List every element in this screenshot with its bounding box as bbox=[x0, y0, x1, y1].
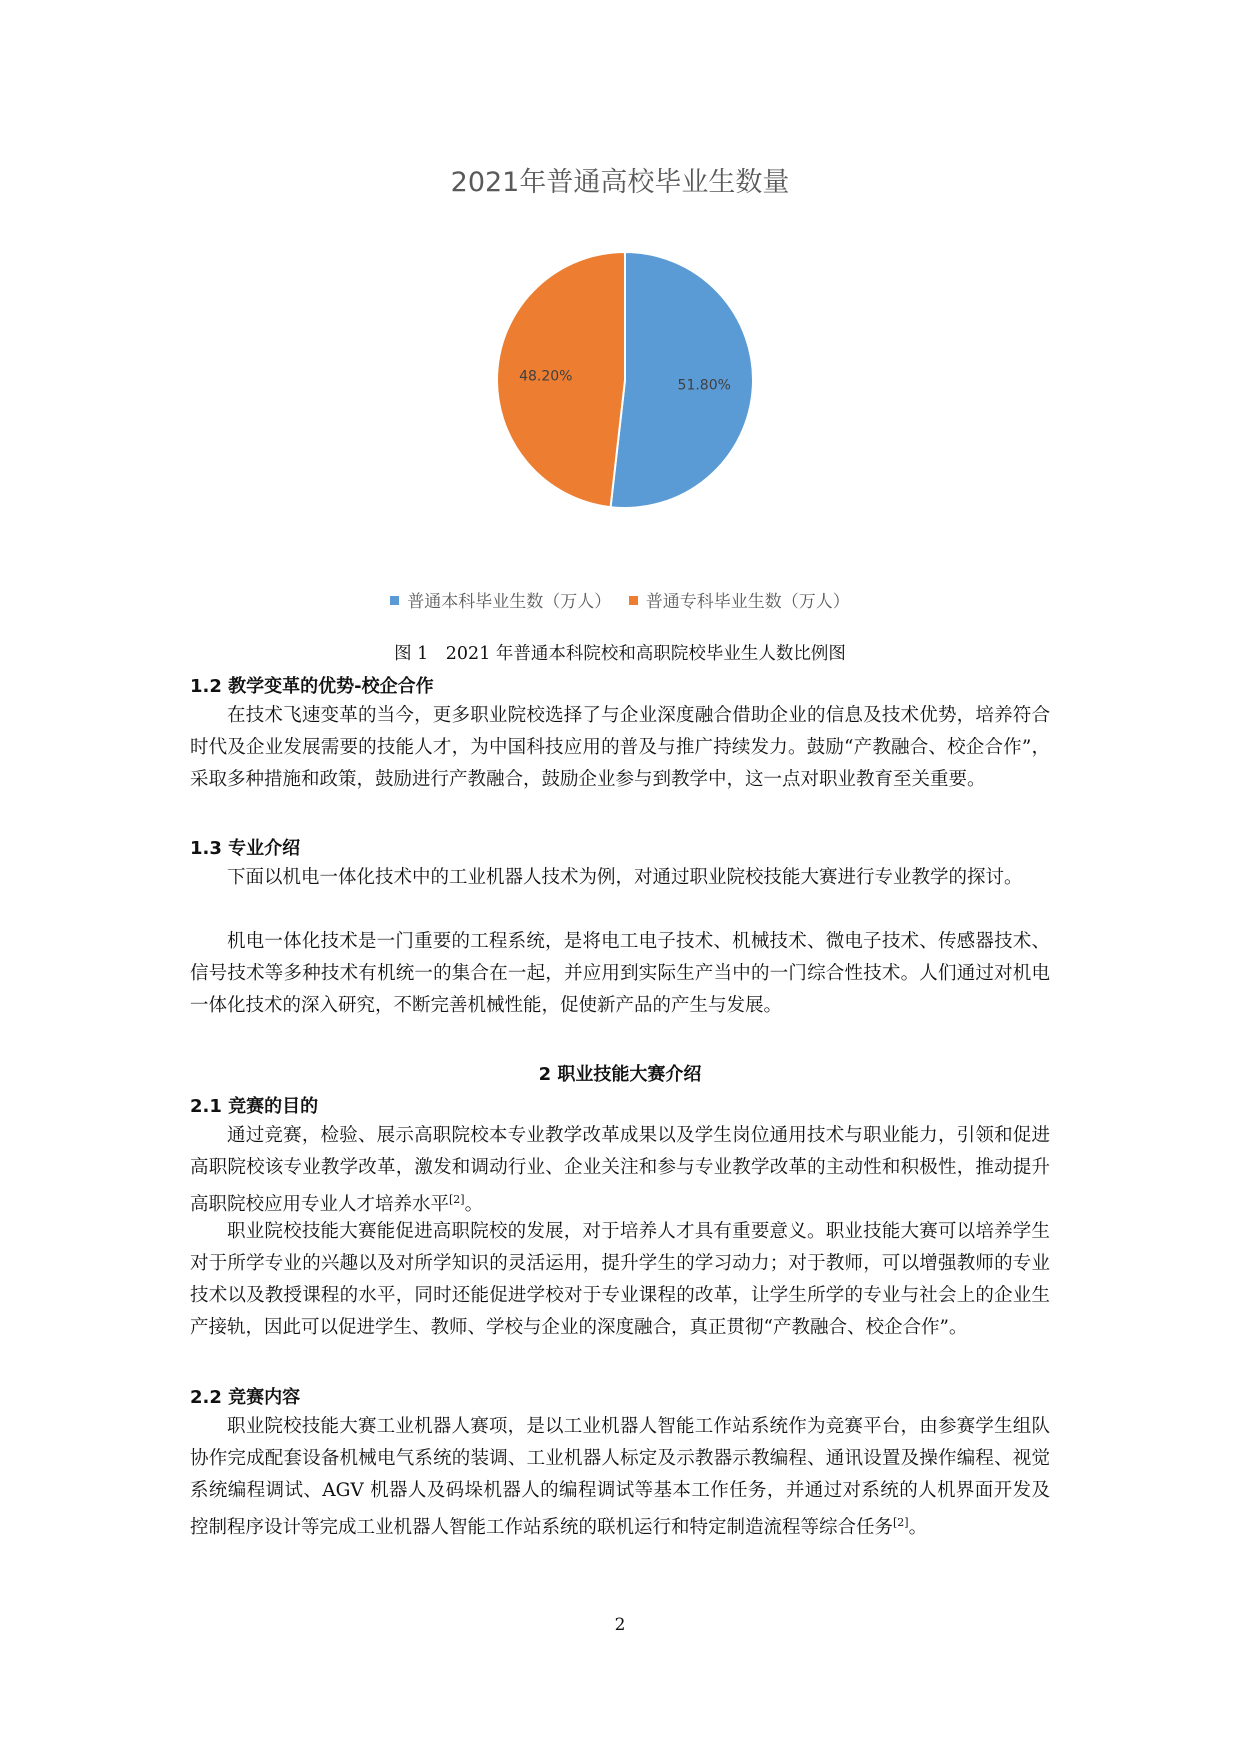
paragraph-2-1-a-end: 。 bbox=[464, 1194, 484, 1216]
paragraph-2-1-a bbox=[190, 1120, 1050, 1221]
heading-1-3: 1.3 专业介绍 bbox=[190, 838, 301, 859]
pie-chart bbox=[495, 250, 755, 510]
legend-label-1: 普通专科毕业生数（万人） bbox=[645, 592, 850, 612]
paragraph-2-2-a bbox=[190, 1411, 1050, 1544]
pie-label-0: 51.80% bbox=[677, 377, 731, 394]
legend-swatch-0 bbox=[390, 596, 399, 605]
heading-1-2: 1.2 教学变革的优势-校企合作 bbox=[190, 676, 434, 697]
pie-label-1: 48.20% bbox=[519, 368, 573, 385]
heading-2-2: 2.2 竞赛内容 bbox=[190, 1387, 301, 1408]
chart-legend bbox=[0, 587, 1240, 612]
citation-ref: [2] bbox=[893, 1516, 909, 1529]
paragraph-2-1-b: 职业院校技能大赛能促进高职院校的发展，对于培养人才具有重要意义。职业技能大赛可以培养学生对于所学专业的兴趣以及对所学知识的灵活运用，提升学生的学习动力；对于教师，可以增强教师的专业技术以及教授课程的水平，同时还能促进学校对于专业课程的改革，让学生所学的专业与社会上的企业生产接轨，因此可以促进学生、教师、学校与企业的深度融合，真正贯彻“产教融合、校企合作”。 bbox=[190, 1221, 1050, 1338]
legend-swatch-1 bbox=[629, 596, 638, 605]
citation-ref: [2] bbox=[449, 1193, 465, 1206]
paragraph-1-3-b: 机电一体化技术是一门重要的工程系统，是将电工电子技术、机械技术、微电子技术、传感器技术、信号技术等多种技术有机统一的集合在一起，并应用到实际生产当中的一门综合性技术。人们通过对机电一体化技术的深入研究，不断完善机械性能，促使新产品的产生与发展。 bbox=[190, 931, 1050, 1016]
figure-caption: 图 1 2021 年普通本科院校和高职院校毕业生人数比例图 bbox=[394, 644, 846, 664]
legend-item-0 bbox=[390, 587, 611, 612]
paragraph-2-2-a-end: 。 bbox=[908, 1517, 928, 1539]
paragraph-2-2-a-text: 职业院校技能大赛工业机器人赛项，是以工业机器人智能工作站系统作为竞赛平台，由参赛学生组队协作完成配套设备机械电气系统的装调、工业机器人标定及示教器示教编程、通讯设置及操作编程、视觉系统编程调试、AGV 机器人及码垛机器人的编程调试等基本工作任务，并通过对系统的人机界面开发及控制程序设计等完成工业机器人智能工作站系统的联机运行和特定制造流程等综合任务 bbox=[190, 1416, 1050, 1539]
paragraph-1-3-a: 下面以机电一体化技术中的工业机器人技术为例，对通过职业院校技能大赛进行专业教学的探讨。 bbox=[227, 867, 1023, 888]
page-number: 2 bbox=[614, 1615, 626, 1635]
paragraph-2-1-a-text: 通过竞赛，检验、展示高职院校本专业教学改革成果以及学生岗位通用技术与职业能力，引领和促进高职院校该专业教学改革，激发和调动行业、企业关注和参与专业教学改革的主动性和积极性，推动提升高职院校应用专业人才培养水平 bbox=[190, 1125, 1050, 1216]
legend-item-1 bbox=[629, 587, 850, 612]
heading-2-1: 2.1 竞赛的目的 bbox=[190, 1096, 319, 1117]
heading-2: 2 职业技能大赛介绍 bbox=[538, 1064, 702, 1085]
paragraph-1-2-a: 在技术飞速变革的当今，更多职业院校选择了与企业深度融合借助企业的信息及技术优势，培养符合时代及企业发展需要的技能人才，为中国科技应用的普及与推广持续发力。鼓励“产教融合、校企合作”，采取多种措施和政策，鼓励进行产教融合，鼓励企业参与到教学中，这一点对职业教育至关重要。 bbox=[190, 705, 1050, 790]
chart-title: 2021年普通高校毕业生数量 bbox=[450, 167, 790, 198]
legend-label-0: 普通本科毕业生数（万人） bbox=[407, 592, 612, 612]
